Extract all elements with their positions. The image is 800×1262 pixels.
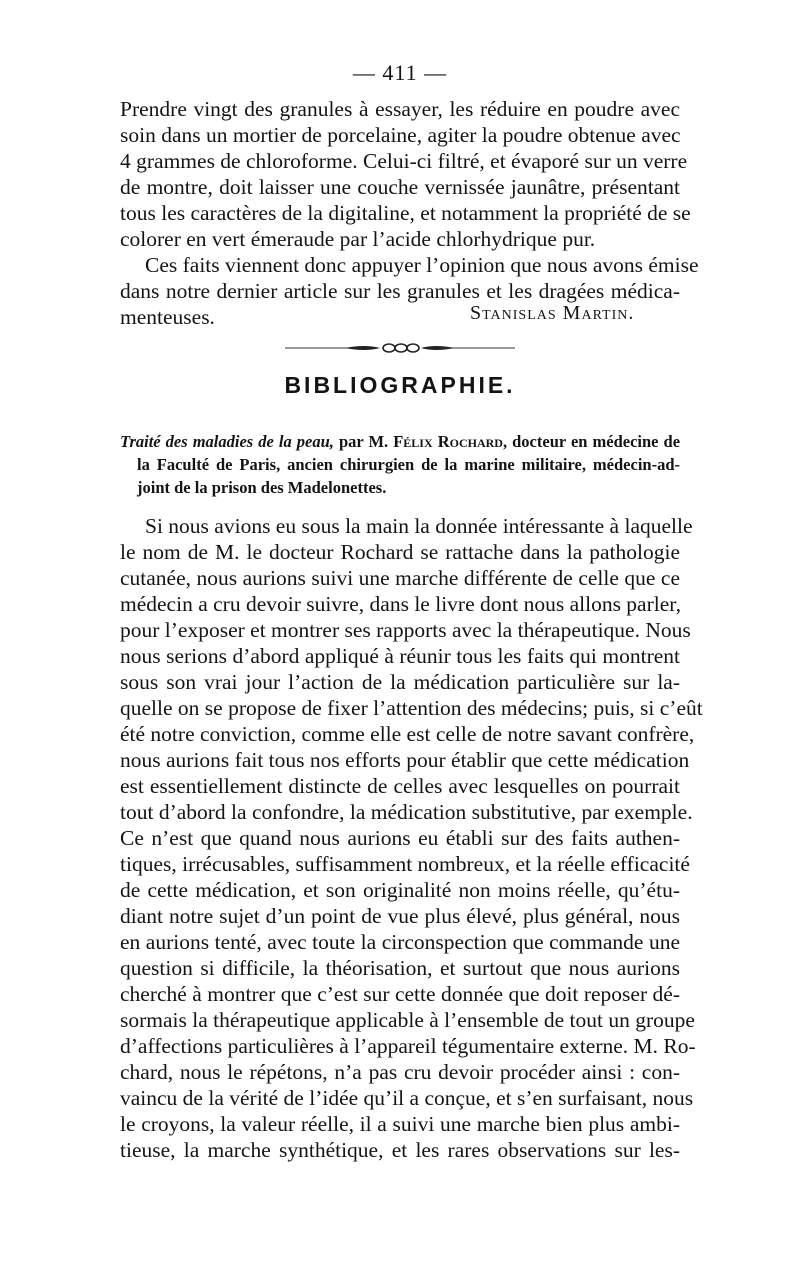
text-line: question si difficile, la théorisation, et surtout que nous aurions bbox=[120, 956, 680, 980]
text-line: quelle on se propose de fixer l’attention des médecins; puis, si c’eût bbox=[120, 696, 703, 720]
ornamental-divider bbox=[285, 341, 515, 355]
text-line: Si nous avions eu sous la main la donnée intéressante à laquelle bbox=[145, 514, 693, 538]
text-line: menteuses. bbox=[120, 305, 215, 329]
reference-line: la Faculté de Paris, ancien chirurgien de la marine militaire, médecin-ad- bbox=[137, 455, 680, 474]
text-line: dans notre dernier article sur les granules et les dragées médica- bbox=[120, 279, 680, 303]
reference-by: par M. bbox=[333, 432, 394, 451]
text-line: nous aurions fait tous nos efforts pour établir que cette médication bbox=[120, 748, 690, 772]
text-line: médecin a cru devoir suivre, dans le livre dont nous allons parler, bbox=[120, 592, 681, 616]
text-line: diant notre sujet d’un point de vue plus élevé, plus général, nous bbox=[120, 904, 680, 928]
text-line: tiques, irrécusables, suffisamment nombreux, et la réelle efficacité bbox=[120, 852, 690, 876]
page-number: — 411 — bbox=[352, 60, 448, 85]
text-line: en aurions tenté, avec toute la circonspection que commande une bbox=[120, 930, 680, 954]
text-line: de montre, doit laisser une couche vernissée jaunâtre, présentant bbox=[120, 175, 680, 199]
text-line: Prendre vingt des granules à essayer, les réduire en poudre avec bbox=[120, 97, 680, 121]
text-line: chard, nous le répétons, n’a pas cru devoir procéder ainsi : con- bbox=[120, 1060, 680, 1084]
reference-line: joint de la prison des Madelonettes. bbox=[137, 478, 387, 497]
text-line: été notre conviction, comme elle est celle de notre savant confrère, bbox=[120, 722, 695, 746]
text-line: de cette médication, et son originalité non moins réelle, qu’étu- bbox=[120, 878, 680, 902]
section-heading: BIBLIOGRAPHIE. bbox=[284, 372, 516, 398]
text-line: tout d’abord la confondre, la médication substitutive, par exemple. bbox=[120, 800, 693, 824]
text-line: cherché à montrer que c’est sur cette donnée que doit reposer dé- bbox=[120, 982, 680, 1006]
text-line: colorer en vert émeraude par l’acide chlorhydrique pur. bbox=[120, 227, 596, 251]
book-title: Traité des maladies de la peau, bbox=[120, 432, 334, 451]
text-line: tieuse, la marche synthétique, et les rares observations sur les- bbox=[120, 1138, 680, 1162]
text-line: nous serions d’abord appliqué à réunir tous les faits qui montrent bbox=[120, 644, 680, 668]
text-line: sous son vrai jour l’action de la médication particulière sur la- bbox=[120, 670, 680, 694]
text-line: est essentiellement distincte de celles avec lesquelles on pourrait bbox=[120, 774, 680, 798]
text-line: pour l’exposer et montrer ses rapports avec la thérapeutique. Nous bbox=[120, 618, 691, 642]
text-line: d’affections particulières à l’appareil tégumentaire externe. M. Ro- bbox=[120, 1034, 696, 1058]
text-line: Ces faits viennent donc appuyer l’opinion que nous avons émise bbox=[145, 253, 699, 277]
text-line: 4 grammes de chloroforme. Celui-ci filtré, et évaporé sur un verre bbox=[120, 149, 688, 173]
text-line: vaincu de la vérité de l’idée qu’il a conçue, et s’en surfaisant, nous bbox=[120, 1086, 694, 1110]
text-line: cutanée, nous aurions suivi une marche différente de celle que ce bbox=[120, 566, 680, 590]
author-signature: Stanislas Martin. bbox=[470, 302, 635, 324]
text-line: le croyons, la valeur réelle, il a suivi une marche bien plus ambi- bbox=[120, 1112, 680, 1136]
text-line: le nom de M. le docteur Rochard se rattache dans la pathologie bbox=[120, 540, 680, 564]
reference-credentials: docteur en médecine de bbox=[507, 432, 681, 451]
text-line: Ce n’est que quand nous aurions eu établi sur des faits authen- bbox=[120, 826, 680, 850]
text-line: tous les caractères de la digitaline, et notamment la propriété de se bbox=[120, 201, 691, 225]
text-line: soin dans un mortier de porcelaine, agiter la poudre obtenue avec bbox=[120, 123, 681, 147]
text-line: sormais la thérapeutique applicable à l’ensemble de tout un groupe bbox=[120, 1008, 695, 1032]
reference-line bbox=[120, 432, 680, 452]
reference-author: Félix Rochard, bbox=[393, 432, 508, 451]
